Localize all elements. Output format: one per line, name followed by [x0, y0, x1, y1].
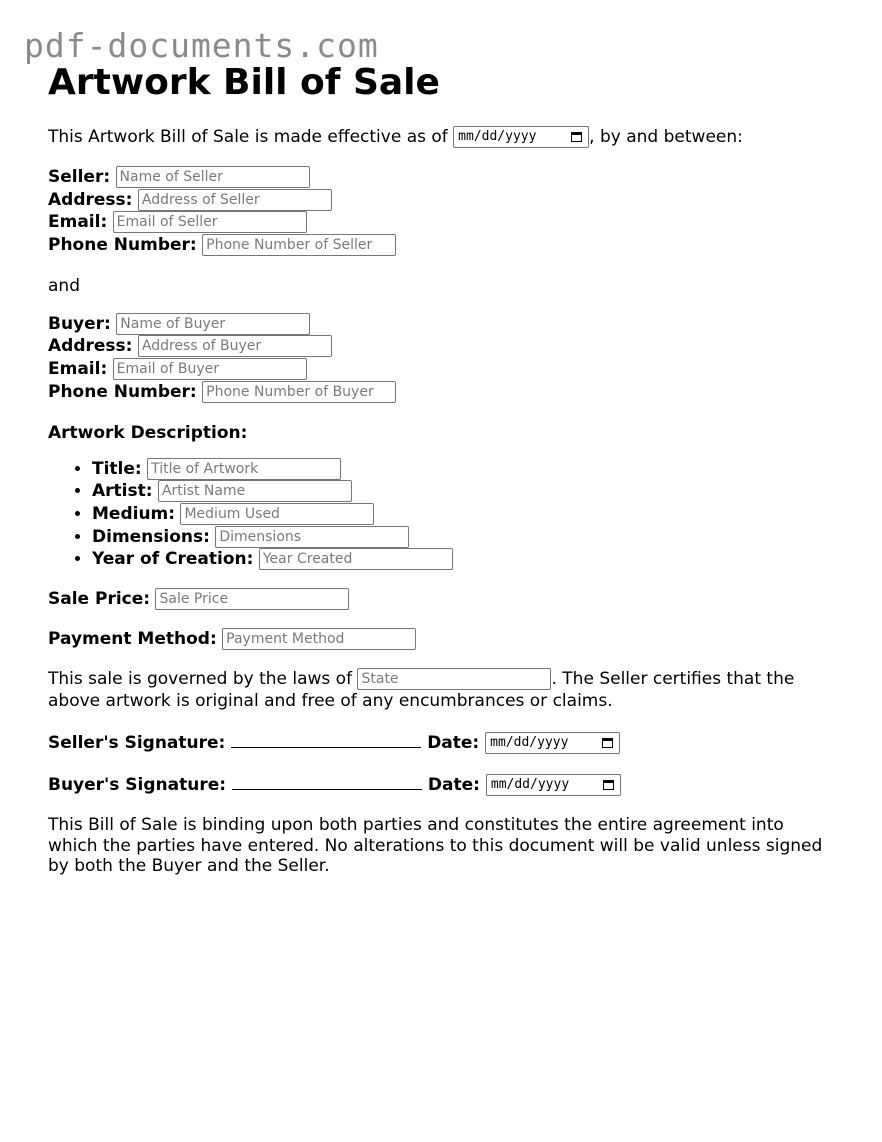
- seller-signature-row: [48, 731, 848, 754]
- closing-paragraph: This Bill of Sale is binding upon both parties and constitutes the entire agreement into which the parties have entered. No alterations to this document will be valid unless signed by both the Buyer and the Seller.: [48, 815, 823, 877]
- artwork-artist-label: Artist:: [92, 481, 153, 502]
- buyer-email-label: Email:: [48, 359, 108, 380]
- artwork-medium-input[interactable]: [180, 503, 374, 525]
- seller-signature-label: Seller's Signature:: [48, 733, 226, 754]
- payment-method-input[interactable]: [222, 628, 416, 650]
- artwork-artist-input[interactable]: [158, 480, 352, 502]
- effective-date-value: mm/dd/yyyy: [458, 129, 537, 144]
- seller-phone-input[interactable]: [202, 234, 396, 256]
- seller-name-input[interactable]: [116, 166, 310, 188]
- list-item: [92, 548, 848, 571]
- seller-signature-line[interactable]: [231, 731, 421, 748]
- seller-address-input[interactable]: [138, 189, 332, 211]
- buyer-phone-input[interactable]: [202, 381, 396, 403]
- calendar-icon: [571, 131, 582, 142]
- seller-address-label: Address:: [48, 189, 133, 210]
- list-item: [92, 526, 848, 549]
- seller-name-label: Seller:: [48, 167, 111, 187]
- governing-after-text: . The Seller certifies that the above artwork is original and free of any encumbrances or claims.: [48, 669, 795, 712]
- buyer-date-value: mm/dd/yyyy: [490, 777, 570, 793]
- list-item: [92, 503, 848, 526]
- buyer-name-input[interactable]: [116, 313, 310, 335]
- document-page: [48, 60, 848, 877]
- buyer-signature-label: Buyer's Signature:: [48, 775, 227, 796]
- governing-text: This sale is governed by the laws of: [48, 669, 353, 690]
- buyer-address-input[interactable]: [138, 335, 332, 357]
- intro-after-text: , by and between:: [589, 127, 743, 147]
- artwork-year-input[interactable]: [259, 548, 453, 570]
- artwork-dimensions-label: Dimensions:: [92, 526, 210, 547]
- seller-section: [48, 166, 848, 257]
- and-text: and: [48, 275, 80, 296]
- seller-date-input[interactable]: [485, 732, 620, 754]
- effective-date-input[interactable]: [453, 126, 589, 148]
- list-item: [92, 458, 848, 481]
- artwork-heading: Artwork Description:: [48, 422, 248, 443]
- seller-date-label: Date:: [427, 733, 480, 754]
- payment-method-row: [48, 628, 848, 650]
- seller-phone-label: Phone Number:: [48, 235, 197, 256]
- artwork-list: [48, 458, 848, 572]
- seller-date-value: mm/dd/yyyy: [490, 735, 569, 751]
- buyer-name-label: Buyer:: [48, 313, 111, 334]
- payment-method-label: Payment Method:: [48, 629, 217, 650]
- artwork-medium-label: Medium:: [92, 503, 176, 524]
- buyer-date-label: Date:: [427, 775, 480, 796]
- list-item: [92, 480, 848, 503]
- artwork-title-label: Title:: [92, 458, 142, 479]
- intro-paragraph: [48, 126, 848, 148]
- buyer-date-input[interactable]: [486, 774, 621, 796]
- buyer-signature-line[interactable]: [232, 773, 422, 790]
- artwork-year-label: Year of Creation:: [92, 549, 254, 570]
- state-input[interactable]: [357, 668, 551, 690]
- calendar-icon: [602, 737, 613, 748]
- sale-price-label: Sale Price:: [48, 589, 151, 610]
- sale-price-row: [48, 588, 848, 610]
- buyer-signature-row: [48, 773, 848, 796]
- page-title: Artwork Bill of Sale: [48, 62, 440, 103]
- intro-text: This Artwork Bill of Sale is made effective as of: [48, 127, 448, 147]
- governing-paragraph: [48, 668, 818, 712]
- buyer-section: [48, 313, 848, 404]
- buyer-email-input[interactable]: [113, 358, 307, 380]
- buyer-phone-label: Phone Number:: [48, 381, 197, 402]
- seller-email-input[interactable]: [113, 211, 307, 233]
- buyer-address-label: Address:: [48, 336, 133, 357]
- sale-price-input[interactable]: [155, 588, 349, 610]
- artwork-dimensions-input[interactable]: [215, 526, 409, 548]
- seller-email-label: Email:: [48, 212, 108, 233]
- calendar-icon: [603, 779, 614, 790]
- watermark: pdf-documents.com: [24, 26, 379, 65]
- artwork-title-input[interactable]: [147, 458, 341, 480]
